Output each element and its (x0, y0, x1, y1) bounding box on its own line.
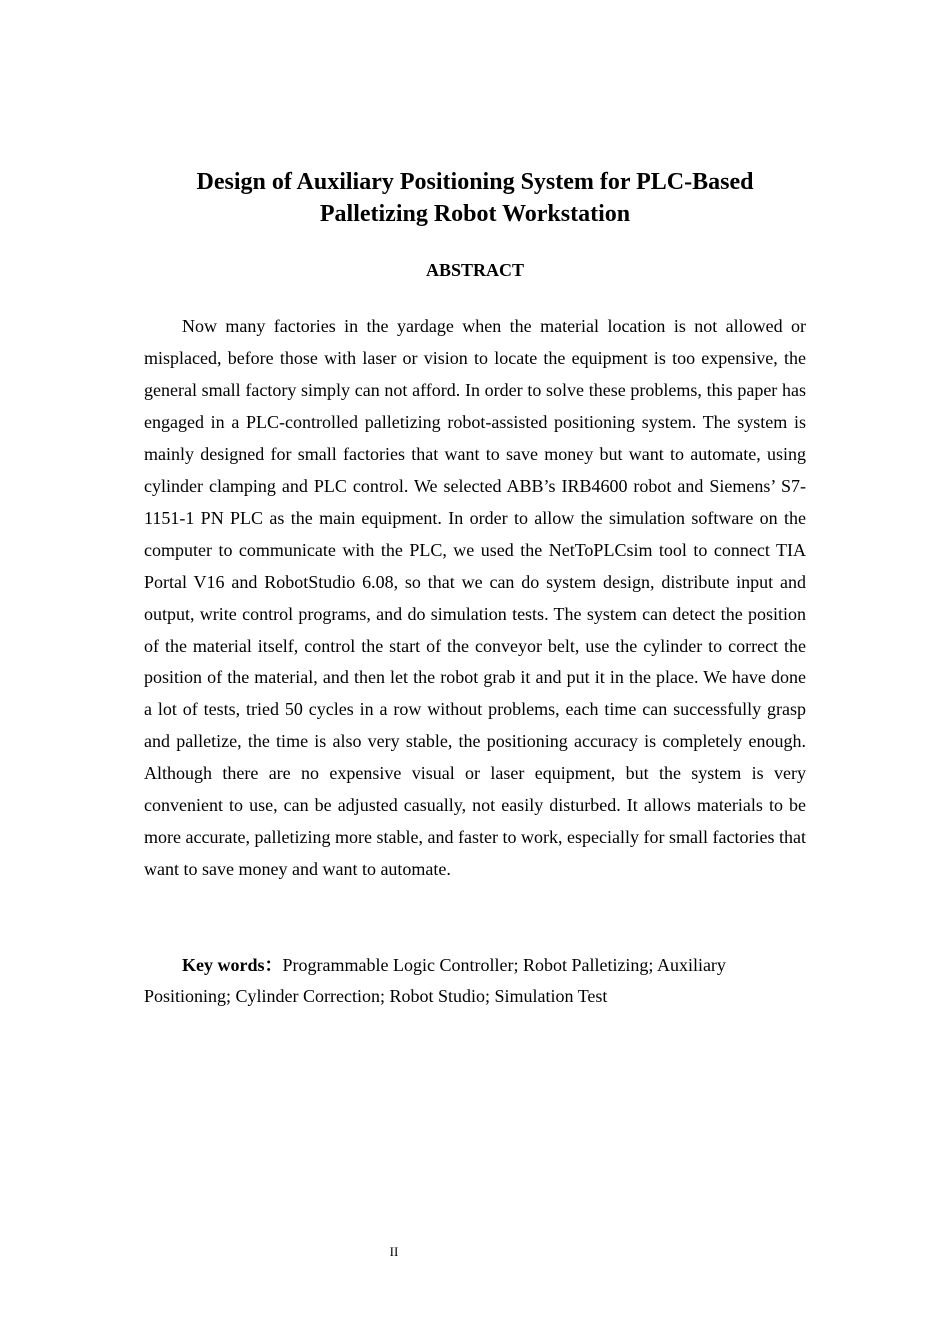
page-number: II (389, 1244, 399, 1259)
page-title: Design of Auxiliary Positioning System for PLC-Based Palletizing Robot Workstation (196, 169, 754, 227)
keywords-label: Key words： (182, 955, 283, 975)
keywords-paragraph (144, 950, 806, 1012)
keywords-text: Programmable Logic Controller; Robot Palletizing; Auxiliary Positioning; Cylinder Correction; Robot Studio; Simulation Test (144, 955, 726, 1006)
abstract-body: Now many factories in the yardage when the material location is not allowed or misplaced, before those with laser or vision to locate the equipment is too expensive, the general small factory simply can not afford. In order to solve these problems, this paper has engaged in a PLC-controlled palletizing robot-assisted positioning system. The system is mainly designed for small factories that want to save money but want to automate, using cylinder clamping and PLC control. We selected ABB’s IRB4600 robot and Siemens’ S7-1151-1 PN PLC as the main equipment. In order to allow the simulation software on the computer to communicate with the PLC, we used the NetToPLCsim tool to connect TIA Portal V16 and RobotStudio 6.08, so that we can do system design, distribute input and output, write control programs, and do simulation tests. The system can detect the position of the material itself, control the start of the conveyor belt, use the cylinder to correct the position of the material, and then let the robot grab it and put it in the place. We have done a lot of tests, tried 50 cycles in a row without problems, each time can successfully grasp and palletize, the time is also very stable, the positioning accuracy is completely enough. Although there are no expensive visual or laser equipment, but the system is very convenient to use, can be adjusted casually, not easily disturbed. It allows materials to be more accurate, palletizing more stable, and faster to work, especially for small factories that want to save money and want to automate. (144, 316, 806, 880)
abstract-heading: ABSTRACT (425, 260, 525, 280)
